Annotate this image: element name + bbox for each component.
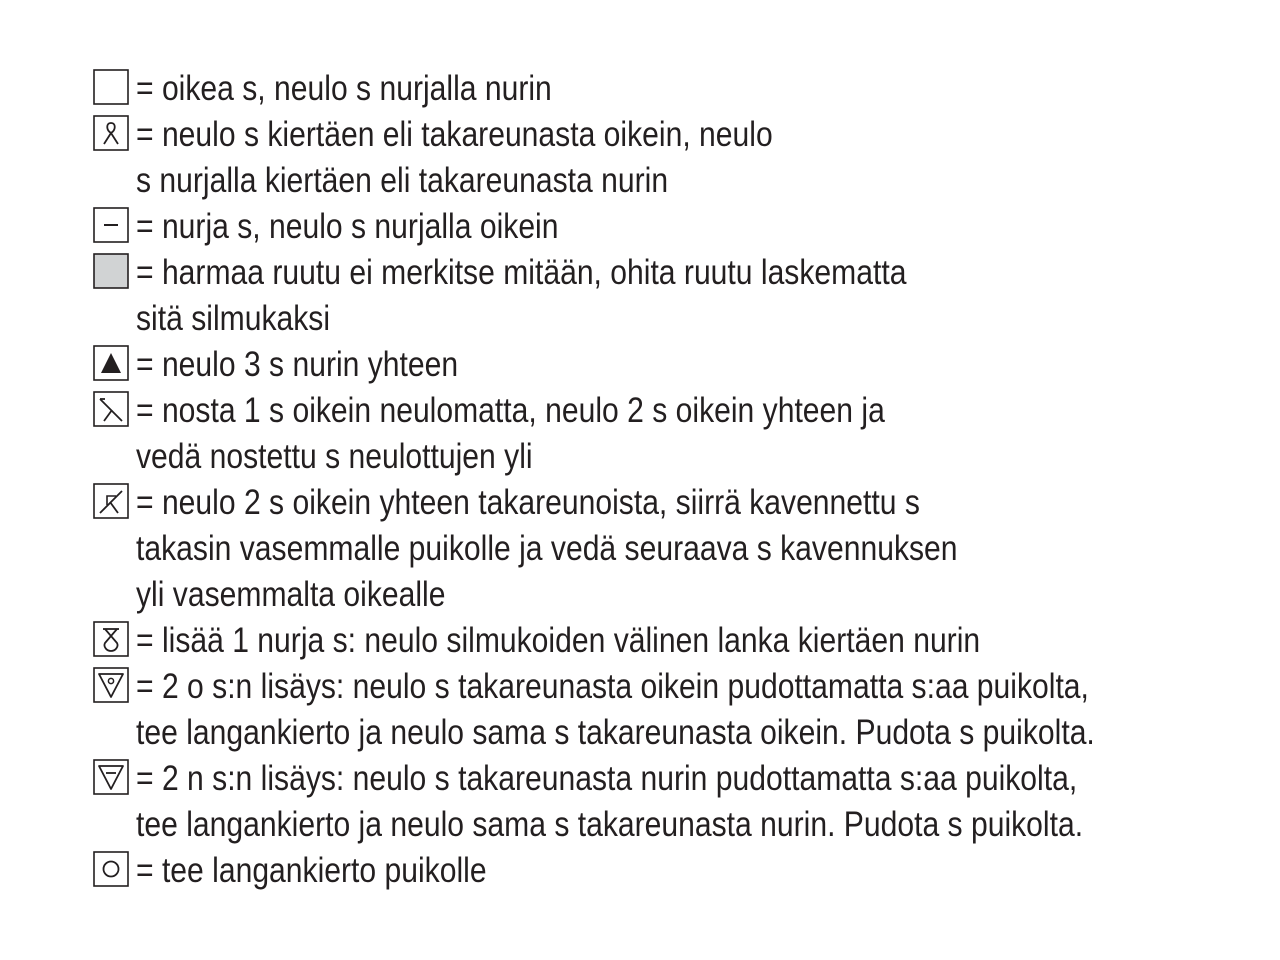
- legend-text: [136, 480, 958, 618]
- legend-text: [136, 388, 885, 480]
- purl-dash-icon: [93, 207, 129, 243]
- legend-line: s nurjalla kiertäen eli takareunasta nurin: [136, 161, 669, 200]
- legend-entry-increase-purl: [93, 618, 1253, 664]
- legend-line: sitä silmukaksi: [136, 299, 331, 338]
- legend-line: = neulo s kiertäen eli takareunasta oikein, neulo: [136, 115, 773, 154]
- legend-text: [136, 618, 980, 664]
- legend-text: [136, 342, 458, 388]
- legend-line: = oikea s, neulo s nurjalla nurin: [136, 69, 552, 108]
- legend-entry-twisted-knit: [93, 112, 1253, 204]
- legend-text: [136, 250, 906, 342]
- knitting-chart-legend: [93, 66, 1253, 894]
- legend-entry-2-purl-increase: [93, 756, 1253, 848]
- legend-line: vedä nostettu s neulottujen yli: [136, 437, 533, 476]
- legend-entry-grey-square: [93, 250, 1253, 342]
- legend-entry-yarn-over: [93, 848, 1253, 894]
- legend-line: = 2 o s:n lisäys: neulo s takareunasta oikein pudottamatta s:aa puikolta,: [136, 667, 1089, 706]
- legend-text: [136, 204, 558, 250]
- legend-line: = nosta 1 s oikein neulomatta, neulo 2 s oikein yhteen ja: [136, 391, 885, 430]
- legend-line: tee langankierto ja neulo sama s takareunasta oikein. Pudota s puikolta.: [136, 713, 1095, 752]
- legend-entry-knit: [93, 66, 1253, 112]
- grey-square-icon: [93, 253, 129, 289]
- filled-triangle-icon: [93, 345, 129, 381]
- legend-entry-ssk-pass: [93, 480, 1253, 618]
- legend-line: tee langankierto ja neulo sama s takareunasta nurin. Pudota s puikolta.: [136, 805, 1084, 844]
- legend-text: [136, 112, 773, 204]
- legend-line: = lisää 1 nurja s: neulo silmukoiden välinen lanka kiertäen nurin: [136, 621, 981, 660]
- legend-text: [136, 756, 1083, 848]
- legend-line: yli vasemmalta oikealle: [136, 575, 446, 614]
- triangle-dot-icon: [93, 667, 129, 703]
- legend-line: = 2 n s:n lisäys: neulo s takareunasta nurin pudottamatta s:aa puikolta,: [136, 759, 1078, 798]
- legend-entry-2-knit-increase: [93, 664, 1253, 756]
- legend-entry-sk2p: [93, 388, 1253, 480]
- legend-entry-purl-3-together: [93, 342, 1253, 388]
- slip-knit-pass-icon: [93, 391, 129, 427]
- triangle-bar-icon: [93, 759, 129, 795]
- legend-text: [136, 848, 487, 894]
- legend-line: = harmaa ruutu ei merkitse mitään, ohita ruutu laskematta: [136, 253, 907, 292]
- legend-line: = nurja s, neulo s nurjalla oikein: [136, 207, 559, 246]
- increase-purl-icon: [93, 621, 129, 657]
- circle-yarnover-icon: [93, 851, 129, 887]
- legend-text: [136, 66, 552, 112]
- legend-text: [136, 664, 1095, 756]
- twisted-knit-icon: [93, 115, 129, 151]
- legend-line: = neulo 3 s nurin yhteen: [136, 345, 459, 384]
- legend-entry-purl: [93, 204, 1253, 250]
- ssk-pass-icon: [93, 483, 129, 519]
- empty-square-icon: [93, 69, 129, 105]
- legend-line: takasin vasemmalle puikolle ja vedä seuraava s kavennuksen: [136, 529, 958, 568]
- legend-line: = neulo 2 s oikein yhteen takareunoista, siirrä kavennettu s: [136, 483, 920, 522]
- legend-line: = tee langankierto puikolle: [136, 851, 487, 890]
